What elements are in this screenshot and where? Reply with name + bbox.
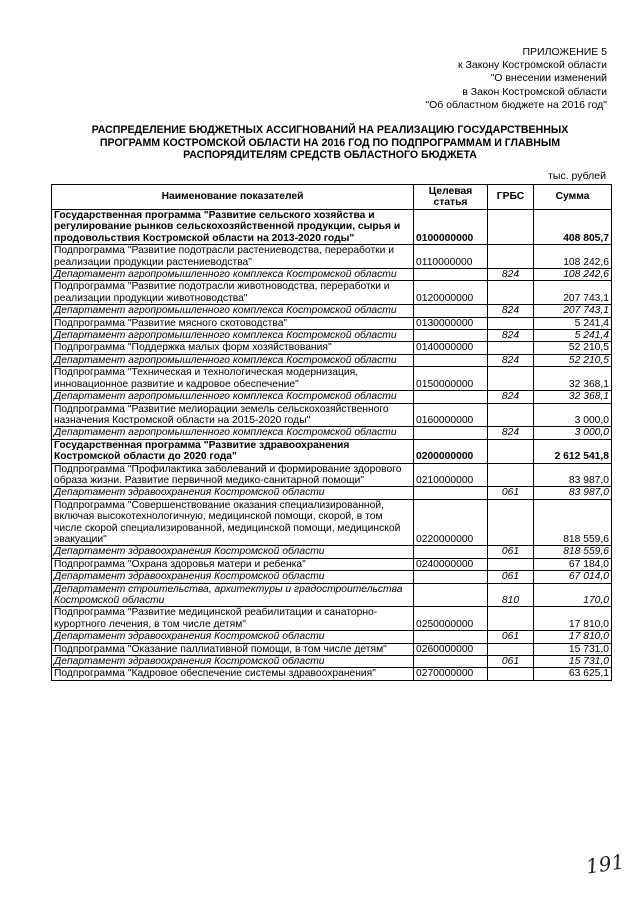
- table-header-row: [52, 185, 612, 210]
- row-name: Департамент здравоохранения Костромской области: [52, 487, 414, 499]
- department-row: [52, 583, 612, 607]
- row-name: Департамент агропромышленного комплекса Костромской области: [52, 354, 414, 366]
- row-sum: 5 241,4: [534, 330, 612, 342]
- subprogram-row: [52, 499, 612, 546]
- row-grbs: [488, 668, 534, 680]
- row-code: 0110000000: [414, 245, 488, 269]
- law-reference: к Закону Костромской области: [458, 59, 607, 72]
- row-name: Департамент агропромышленного комплекса Костромской области: [52, 391, 414, 403]
- row-sum: 207 743,1: [534, 305, 612, 317]
- row-code: 0270000000: [414, 668, 488, 680]
- row-grbs: [488, 245, 534, 269]
- subprogram-row: [52, 245, 612, 269]
- page-number: 191: [584, 849, 626, 879]
- title-line-2: ПРОГРАММ КОСТРОМСКОЙ ОБЛАСТИ НА 2016 ГОД ПО ПОДПРОГРАММАМ И ГЛАВНЫМ: [99, 136, 561, 149]
- row-grbs: [488, 439, 534, 463]
- row-name: Департамент агропромышленного комплекса Костромской области: [52, 427, 414, 439]
- row-name: Подпрограмма "Кадровое обеспечение системы здравоохранения": [52, 668, 414, 680]
- row-code: [414, 631, 488, 643]
- row-name: Подпрограмма "Совершенствование оказания специализированной, включая высокотехнологичную, медицинской помощи, скорой, в том числе скорой специализированной, медицинской помощи, медицинской эвакуации": [52, 499, 414, 546]
- row-name: Государственная программа "Развитие здравоохранения Костромской области до 2020 года": [52, 439, 414, 463]
- row-sum: 15 731,0: [534, 656, 612, 668]
- row-grbs: [488, 210, 534, 245]
- row-grbs: [488, 403, 534, 427]
- row-sum: 17 810,0: [534, 631, 612, 643]
- row-code: [414, 305, 488, 317]
- subprogram-row: [52, 403, 612, 427]
- subprogram-row: [52, 607, 612, 631]
- row-name: Департамент строительства, архитектуры и градостроительства Костромской области: [52, 583, 414, 607]
- row-sum: 170,0: [534, 583, 612, 607]
- law-title-line3: "Об областном бюджете на 2016 год": [425, 98, 607, 111]
- row-name: Департамент здравоохранения Костромской области: [52, 546, 414, 558]
- row-sum: 63 625,1: [534, 668, 612, 680]
- subprogram-row: [52, 367, 612, 391]
- row-grbs: 824: [488, 330, 534, 342]
- row-grbs: [488, 607, 534, 631]
- row-grbs: [488, 317, 534, 329]
- row-sum: 52 210,5: [534, 354, 612, 366]
- department-row: [52, 571, 612, 583]
- row-code: 0150000000: [414, 367, 488, 391]
- row-name: Подпрограмма "Техническая и технологическая модернизация, инновационное развитие и кадровое обеспечение": [52, 367, 414, 391]
- header-grbs: ГРБС: [488, 185, 534, 210]
- row-code: [414, 656, 488, 668]
- document-title: [60, 124, 600, 162]
- row-grbs: 824: [488, 269, 534, 281]
- row-name: Подпрограмма "Поддержка малых форм хозяйствования": [52, 342, 414, 354]
- row-grbs: [488, 281, 534, 305]
- department-row: [52, 354, 612, 366]
- row-code: 0220000000: [414, 499, 488, 546]
- row-name: Подпрограмма "Оказание паллиативной помощи, в том числе детям": [52, 643, 414, 655]
- row-name: Подпрограмма "Развитие мясного скотоводства": [52, 317, 414, 329]
- table-body: [52, 210, 612, 681]
- row-name: Подпрограмма "Развитие медицинской реабилитации и санаторно-курортного лечения, в том числе детям": [52, 607, 414, 631]
- row-grbs: [488, 558, 534, 570]
- row-sum: 83 987,0: [534, 463, 612, 487]
- department-row: [52, 269, 612, 281]
- row-sum: 32 368,1: [534, 367, 612, 391]
- row-code: [414, 391, 488, 403]
- row-code: 0200000000: [414, 439, 488, 463]
- row-code: [414, 487, 488, 499]
- department-row: [52, 656, 612, 668]
- row-code: 0210000000: [414, 463, 488, 487]
- row-name: Подпрограмма "Развитие подотрасли животноводства, переработки и реализации продукции животноводства": [52, 281, 414, 305]
- department-row: [52, 330, 612, 342]
- row-grbs: [488, 643, 534, 655]
- department-row: [52, 546, 612, 558]
- law-title-line1: "О внесении изменений: [490, 72, 607, 85]
- row-sum: 207 743,1: [534, 281, 612, 305]
- row-grbs: [488, 367, 534, 391]
- subprogram-row: [52, 317, 612, 329]
- appendix-header: [425, 46, 607, 112]
- row-grbs: 824: [488, 427, 534, 439]
- row-sum: 15 731,0: [534, 643, 612, 655]
- row-code: 0250000000: [414, 607, 488, 631]
- header-sum: Сумма: [534, 185, 612, 210]
- row-name: Департамент агропромышленного комплекса Костромской области: [52, 330, 414, 342]
- row-name: Подпрограмма "Охрана здоровья матери и ребенка": [52, 558, 414, 570]
- row-sum: 3 000,0: [534, 403, 612, 427]
- law-title-line2: в Закон Костромской области: [462, 85, 607, 98]
- row-name: Государственная программа "Развитие сельского хозяйства и регулирование рынков сельскохозяйственной продукции, сырья и продовольствия Костромской области на 2013-2020 годы": [52, 210, 414, 245]
- row-sum: 5 241,4: [534, 317, 612, 329]
- row-code: [414, 330, 488, 342]
- row-sum: 408 805,7: [534, 210, 612, 245]
- row-grbs: 824: [488, 391, 534, 403]
- subprogram-row: [52, 643, 612, 655]
- row-name: Подпрограмма "Развитие мелиорации земель сельскохозяйственного назначения Костромской области на 2015-2020 годы": [52, 403, 414, 427]
- row-sum: 818 559,6: [534, 499, 612, 546]
- row-code: [414, 354, 488, 366]
- row-sum: 17 810,0: [534, 607, 612, 631]
- department-row: [52, 631, 612, 643]
- row-grbs: [488, 499, 534, 546]
- row-grbs: 061: [488, 571, 534, 583]
- subprogram-row: [52, 668, 612, 680]
- row-name: Подпрограмма "Развитие подотрасли растениеводства, переработки и реализации продукции растениеводства": [52, 245, 414, 269]
- units-label: тыс. рублей: [548, 170, 606, 182]
- header-name: Наименование показателей: [52, 185, 414, 210]
- row-grbs: 061: [488, 631, 534, 643]
- title-line-3: РАСПОРЯДИТЕЛЯМ СРЕДСТВ ОБЛАСТНОГО БЮДЖЕТА: [183, 149, 477, 162]
- subprogram-row: [52, 463, 612, 487]
- row-grbs: 061: [488, 656, 534, 668]
- row-name: Департамент агропромышленного комплекса Костромской области: [52, 269, 414, 281]
- row-code: 0100000000: [414, 210, 488, 245]
- row-code: [414, 269, 488, 281]
- row-sum: 52 210,5: [534, 342, 612, 354]
- budget-table: [51, 184, 612, 681]
- department-row: [52, 305, 612, 317]
- row-code: 0120000000: [414, 281, 488, 305]
- row-grbs: [488, 463, 534, 487]
- subprogram-row: [52, 281, 612, 305]
- row-grbs: 061: [488, 487, 534, 499]
- row-name: Департамент здравоохранения Костромской области: [52, 571, 414, 583]
- row-sum: 67 184,0: [534, 558, 612, 570]
- program-row: [52, 210, 612, 245]
- row-code: 0140000000: [414, 342, 488, 354]
- row-sum: 83 987,0: [534, 487, 612, 499]
- row-name: Департамент здравоохранения Костромской области: [52, 631, 414, 643]
- subprogram-row: [52, 558, 612, 570]
- row-grbs: [488, 342, 534, 354]
- row-sum: 32 368,1: [534, 391, 612, 403]
- row-name: Подпрограмма "Профилактика заболеваний и формирование здорового образа жизни. Развитие первичной медико-санитарной помощи": [52, 463, 414, 487]
- row-grbs: 824: [488, 354, 534, 366]
- department-row: [52, 427, 612, 439]
- header-code: Целевая статья: [414, 185, 488, 210]
- row-code: [414, 546, 488, 558]
- row-grbs: 810: [488, 583, 534, 607]
- department-row: [52, 487, 612, 499]
- row-code: 0160000000: [414, 403, 488, 427]
- row-code: [414, 427, 488, 439]
- row-code: [414, 583, 488, 607]
- row-sum: 108 242,6: [534, 245, 612, 269]
- row-grbs: 061: [488, 546, 534, 558]
- row-sum: 3 000,0: [534, 427, 612, 439]
- row-code: 0260000000: [414, 643, 488, 655]
- appendix-label: ПРИЛОЖЕНИЕ 5: [522, 46, 607, 58]
- row-name: Департамент здравоохранения Костромской области: [52, 656, 414, 668]
- row-sum: 67 014,0: [534, 571, 612, 583]
- row-sum: 108 242,6: [534, 269, 612, 281]
- department-row: [52, 391, 612, 403]
- row-sum: 818 559,6: [534, 546, 612, 558]
- program-row: [52, 439, 612, 463]
- row-sum: 2 612 541,8: [534, 439, 612, 463]
- row-code: [414, 571, 488, 583]
- row-grbs: 824: [488, 305, 534, 317]
- title-line-1: РАСПРЕДЕЛЕНИЕ БЮДЖЕТНЫХ АССИГНОВАНИЙ НА РЕАЛИЗАЦИЮ ГОСУДАРСТВЕННЫХ: [91, 124, 569, 136]
- row-name: Департамент агропромышленного комплекса Костромской области: [52, 305, 414, 317]
- row-code: 0130000000: [414, 317, 488, 329]
- row-code: 0240000000: [414, 558, 488, 570]
- subprogram-row: [52, 342, 612, 354]
